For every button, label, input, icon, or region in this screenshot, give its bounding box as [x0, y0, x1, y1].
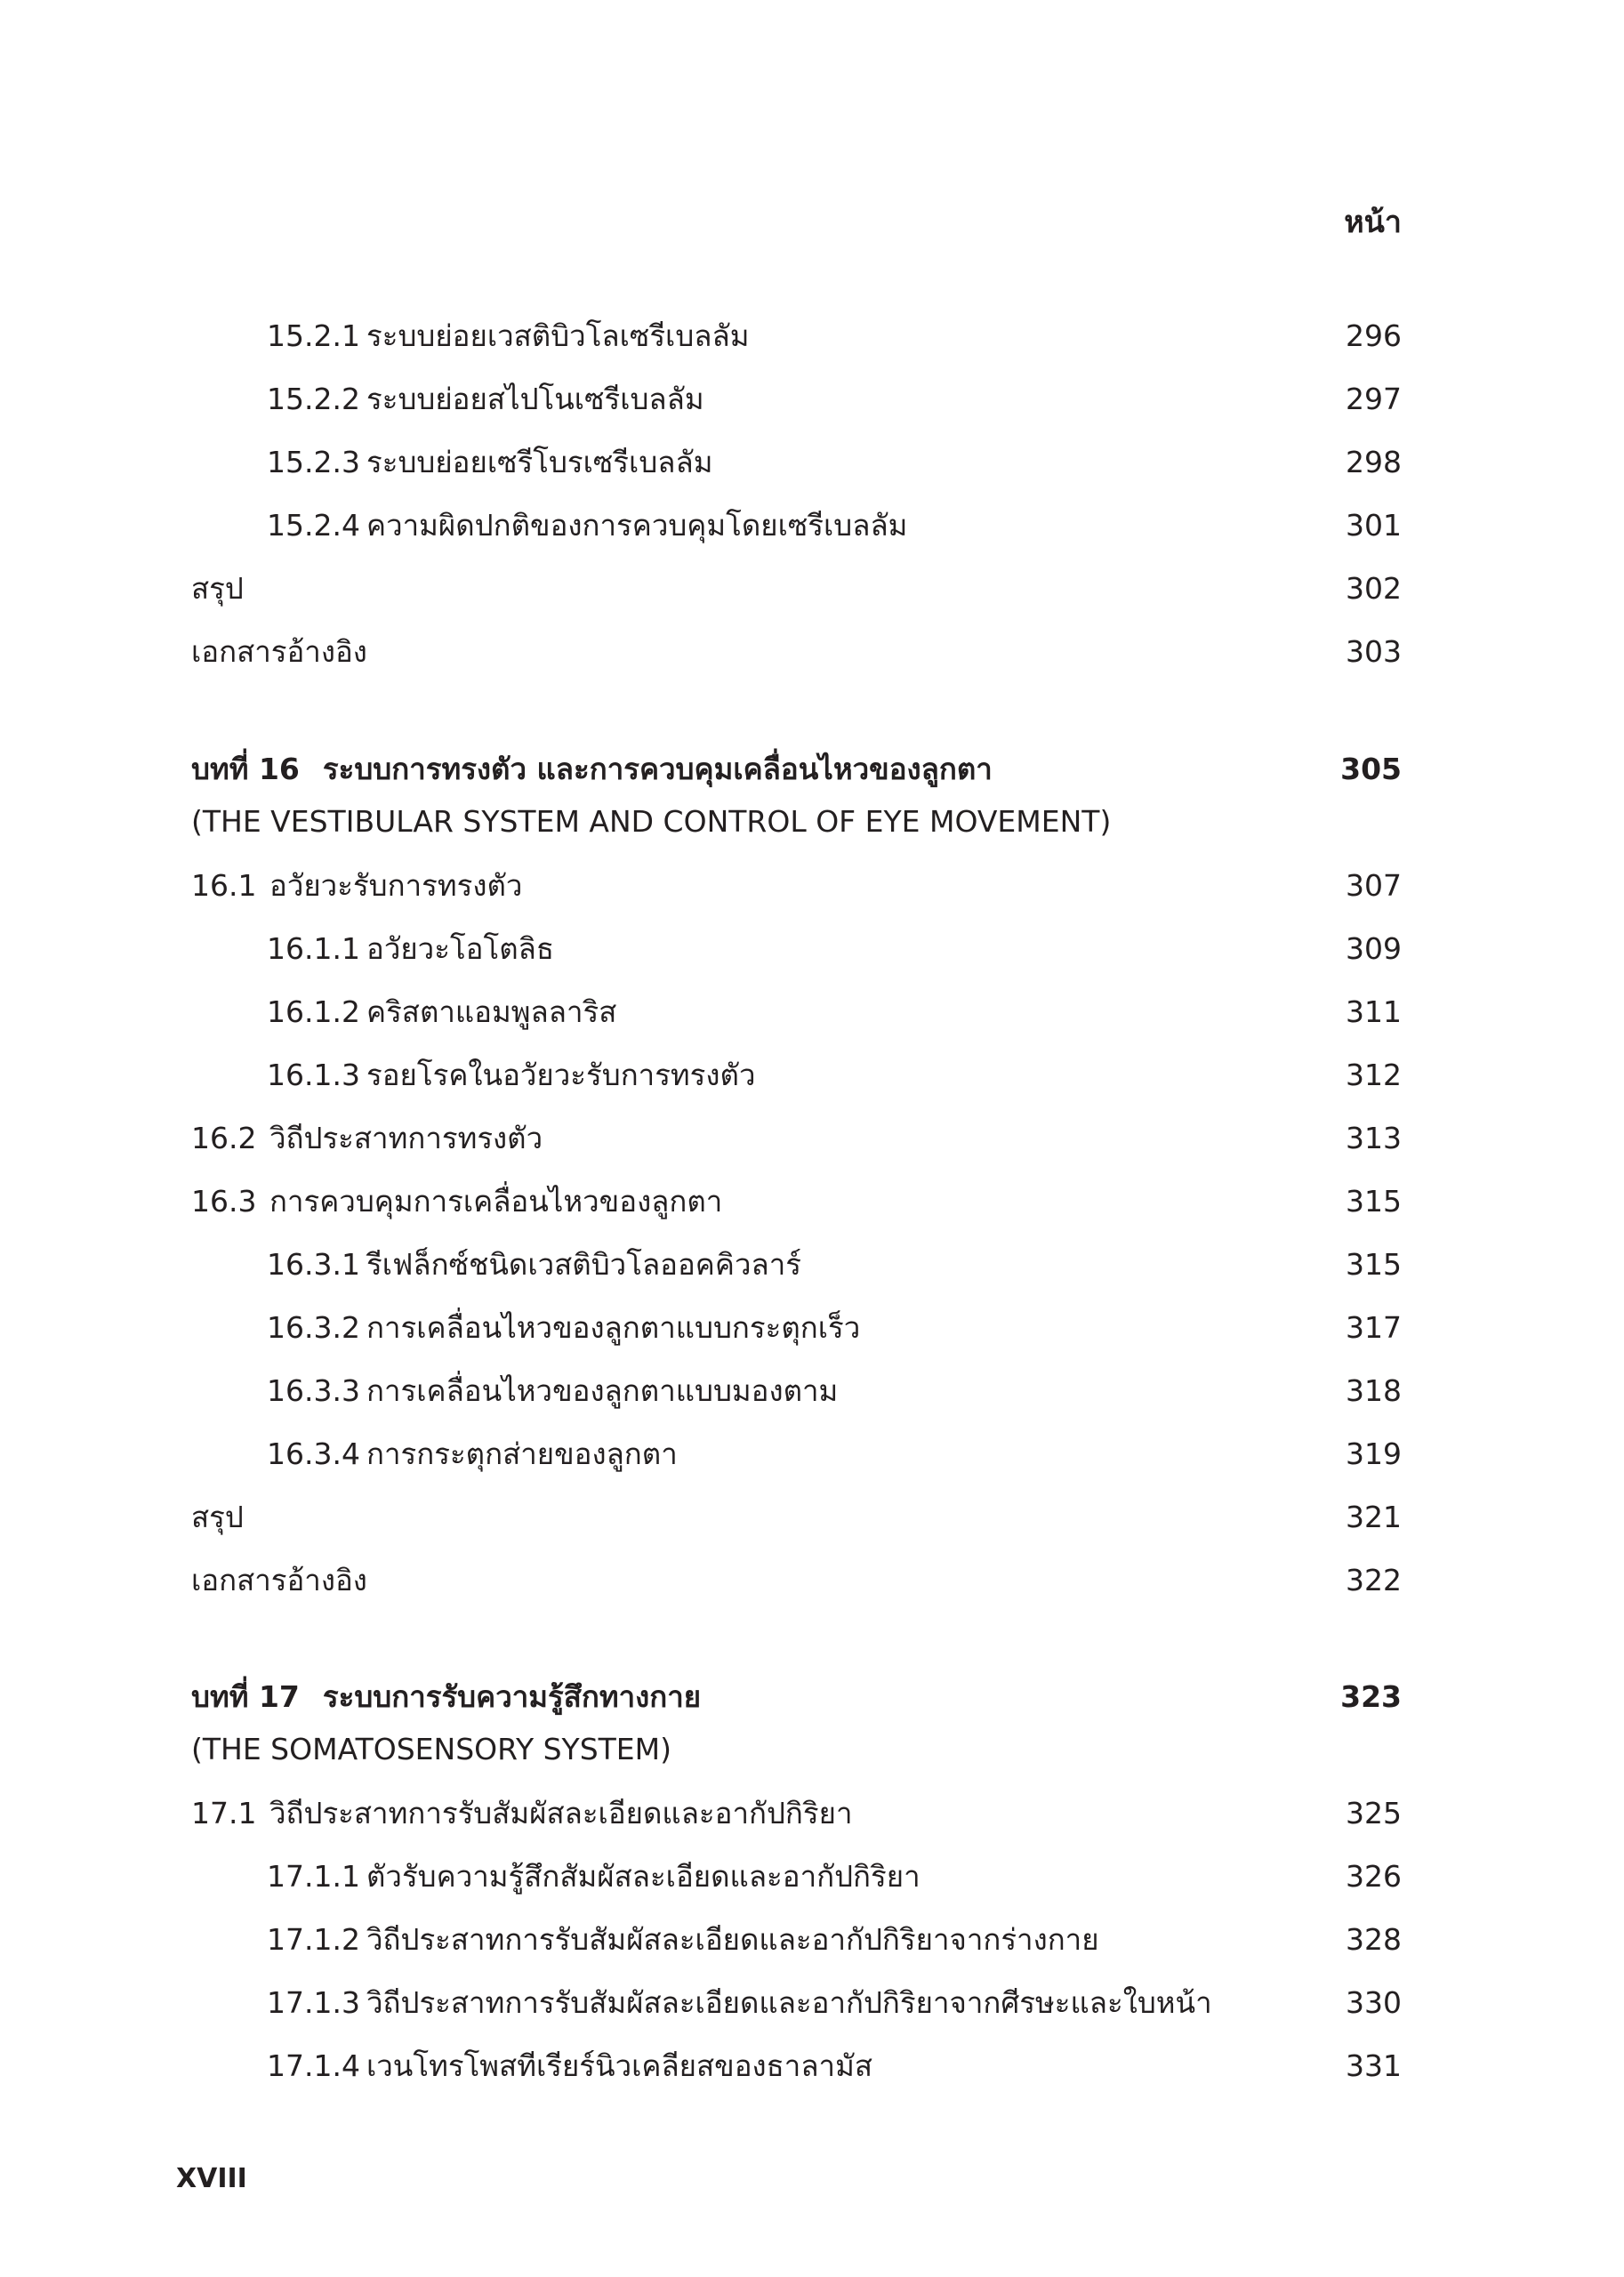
entry-page: 313 [1346, 1121, 1402, 1155]
toc-entry-references [191, 1559, 1402, 1602]
entry-page: 296 [1346, 318, 1402, 353]
toc-entry [191, 928, 1402, 970]
toc-chapter-english-title [191, 801, 1402, 843]
entry-title: ความผิดปกติของการควบคุมโดยเซรีเบลลัม [366, 508, 908, 543]
entry-title: การเคลื่อนไหวของลูกตาแบบกระตุกเร็ว [366, 1310, 861, 1345]
entry-title: เอกสารอ้างอิง [191, 634, 367, 669]
entry-number: 15.2.1 [267, 318, 360, 353]
entry-number: 16.3.1 [267, 1247, 360, 1282]
entry-title: คริสตาแอมพูลลาริส [366, 994, 617, 1029]
toc-chapter-heading [191, 748, 1402, 791]
toc-entry [191, 2045, 1402, 2088]
entry-page: 331 [1346, 2048, 1402, 2083]
toc-entry [191, 991, 1402, 1034]
toc-entry-summary [191, 567, 1402, 610]
entry-number: 15.2.4 [267, 508, 360, 543]
entry-title: ระบบย่อยเวสติบิวโลเซรีเบลลัม [366, 318, 750, 353]
toc-entry-references [191, 631, 1402, 673]
entry-number: 16.3.3 [267, 1373, 360, 1408]
entry-number: 17.1.4 [267, 2048, 360, 2083]
entry-page: 301 [1346, 508, 1402, 543]
entry-page: 297 [1346, 382, 1402, 416]
chapter-english-title: (THE VESTIBULAR SYSTEM AND CONTROL OF EYE MOVEMENT) [191, 804, 1112, 839]
entry-title: วิถีประสาทการรับสัมผัสละเอียดและอากัปกิริยา [269, 1796, 853, 1830]
entry-number: 16.3.4 [267, 1436, 360, 1471]
entry-title: การกระตุกส่ายของลูกตา [366, 1436, 678, 1471]
page-column-header: หน้า [1344, 205, 1402, 240]
toc-entry [191, 1370, 1402, 1412]
entry-title: วิถีประสาทการรับสัมผัสละเอียดและอากัปกิริยาจากศีรษะและใบหน้า [366, 1985, 1212, 2020]
toc-entry [191, 1855, 1402, 1898]
entry-number: 17.1 [191, 1796, 257, 1830]
toc-entry [191, 378, 1402, 421]
entry-number: 17.1.1 [267, 1859, 360, 1894]
entry-page: 323 [1340, 1679, 1402, 1714]
entry-title: ระบบย่อยเซรีโบรเซรีเบลลัม [366, 445, 713, 479]
entry-page: 312 [1346, 1058, 1402, 1092]
chapter-title: ระบบการทรงตัว และการควบคุมเคลื่อนไหวของลูกตา [322, 752, 993, 786]
toc-entry [191, 1919, 1402, 1961]
entry-page: 325 [1346, 1796, 1402, 1830]
entry-number: 16.2 [191, 1121, 257, 1155]
toc-entry [191, 1433, 1402, 1476]
entry-title: ตัวรับความรู้สึกสัมผัสละเอียดและอากัปกิริยา [366, 1859, 921, 1894]
entry-page: 330 [1346, 1985, 1402, 2020]
entry-number: 17.1.3 [267, 1985, 360, 2020]
toc-entry [191, 1117, 1402, 1160]
entry-title: เอกสารอ้างอิง [191, 1563, 367, 1597]
entry-page: 315 [1346, 1184, 1402, 1219]
entry-page: 302 [1346, 571, 1402, 606]
entry-page: 326 [1346, 1859, 1402, 1894]
entry-page: 311 [1346, 994, 1402, 1029]
entry-page: 305 [1340, 752, 1402, 786]
toc-entry [191, 1054, 1402, 1097]
entry-title: การควบคุมการเคลื่อนไหวของลูกตา [269, 1184, 723, 1219]
chapter-number: บทที่ 16 [191, 752, 300, 786]
entry-number: 16.1.3 [267, 1058, 360, 1092]
entry-title: อวัยวะโอโตลิธ [366, 931, 555, 966]
entry-title: การเคลื่อนไหวของลูกตาแบบมองตาม [366, 1373, 839, 1408]
toc-entry [191, 504, 1402, 547]
toc-entry [191, 1792, 1402, 1835]
chapter-english-title: (THE SOMATOSENSORY SYSTEM) [191, 1732, 672, 1766]
entry-title: วิถีประสาทการทรงตัว [269, 1121, 543, 1155]
entry-number: 16.1.2 [267, 994, 360, 1029]
entry-page: 319 [1346, 1436, 1402, 1471]
entry-page: 303 [1346, 634, 1402, 669]
entry-page: 309 [1346, 931, 1402, 966]
entry-title: วิถีประสาทการรับสัมผัสละเอียดและอากัปกิริยาจากร่างกาย [366, 1922, 1099, 1957]
entry-number: 16.3 [191, 1184, 257, 1219]
entry-title: ระบบย่อยสไปโนเซรีเบลลัม [366, 382, 704, 416]
entry-title: อวัยวะรับการทรงตัว [269, 868, 523, 903]
entry-page: 322 [1346, 1563, 1402, 1597]
entry-number: 16.1.1 [267, 931, 360, 966]
page-number: XVIII [176, 2163, 247, 2194]
entry-title: รีเฟล็กซ์ชนิดเวสติบิวโลออคคิวลาร์ [366, 1247, 801, 1282]
toc-entry-summary [191, 1496, 1402, 1539]
toc-entry [191, 1243, 1402, 1286]
toc-entry [191, 865, 1402, 907]
chapter-number: บทที่ 17 [191, 1679, 300, 1714]
entry-page: 307 [1346, 868, 1402, 903]
toc-entry [191, 315, 1402, 358]
toc-chapter-english-title [191, 1728, 1402, 1771]
entry-title: เวนโทรโพสทีเรียร์นิวเคลียสของธาลามัส [366, 2048, 872, 2083]
entry-title: สรุป [191, 571, 244, 606]
toc-entry [191, 1307, 1402, 1349]
entry-number: 15.2.2 [267, 382, 360, 416]
entry-page: 328 [1346, 1922, 1402, 1957]
entry-number: 17.1.2 [267, 1922, 360, 1957]
toc-chapter-heading [191, 1676, 1402, 1718]
entry-title: รอยโรคในอวัยวะรับการทรงตัว [366, 1058, 756, 1092]
toc-entry [191, 441, 1402, 484]
entry-number: 16.1 [191, 868, 257, 903]
entry-page: 317 [1346, 1310, 1402, 1345]
toc-entry [191, 1180, 1402, 1223]
toc-entry [191, 1982, 1402, 2024]
entry-page: 321 [1346, 1500, 1402, 1534]
entry-page: 315 [1346, 1247, 1402, 1282]
entry-page: 298 [1346, 445, 1402, 479]
entry-title: สรุป [191, 1500, 244, 1534]
entry-number: 16.3.2 [267, 1310, 360, 1345]
chapter-title: ระบบการรับความรู้สึกทางกาย [322, 1679, 702, 1714]
entry-page: 318 [1346, 1373, 1402, 1408]
entry-number: 15.2.3 [267, 445, 360, 479]
